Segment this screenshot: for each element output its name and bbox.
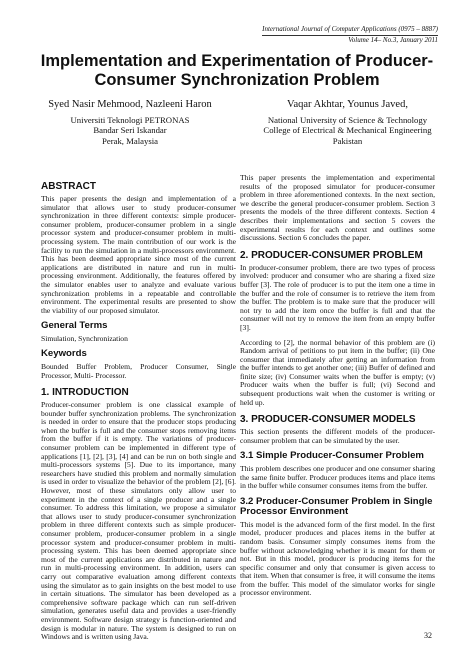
section-2-heading: 2. PRODUCER-CONSUMER PROBLEM [240,249,423,261]
author-names: Vaqar Akhtar, Younus Javed, [287,99,408,110]
general-terms-text: Simulation, Synchronization [41,333,128,343]
section-3-1-text: This problem describes one producer and one consumer sharing the same finite buffer. Producer produces items and place items in the buffer while consumer consumes items from the buffer. [240,463,435,491]
affiliation-line: College of Electrical & Mechanical Engineering [263,125,432,135]
journal-volume: Volume 14– No.3, January 2011 [348,36,438,44]
section-2-paragraph-2: According to [2], the normal behavior of this problem are (i) Random arrival of petitions to put item in the buffer; (ii) One consumer that immediately after getting an information from the buffer intends to get another one; (iii) Buffer of defined and finite size; (iv) Consumer waits when the buffer is empty; (v) Producer waits when the buffer is full; (vi) Second and subsequent productions wait when the customer is writing or held up. [240,337,435,407]
affiliation-line: Pakistan [332,135,363,146]
section-3-2-heading: 3.2 Producer-Consumer Problem in Single Processor Environment [240,495,433,518]
keywords-heading: Keywords [41,348,87,360]
page-number: 32 [424,631,432,640]
general-terms-heading: General Terms [41,320,108,332]
introduction-text: Producer-consumer problem is one classical example of bounder buffer synchronization problems. The synchronization is needed in order to ensure that the producer stops producing when the buffer is full and the consumer stops removing items from the buffer if it is empty. The variations of producer-consumer problem can be implemented in different type of applications [1], [2], [3], [4] and can be run on both single and multi-processors systems [5]. Due to its importance, many researchers have studied this problem and normally simulation is used in order to visualize the behavior of the problem [2], [6]. However, most of these simulators only allow user to experiment in the context of a single producer and a single consumer. To address this limitation, we propose a simulator that allows user to study producer-consumer synchronization problem in three different contexts such as simple producer-consumer problem, producer-consumer problem in a single processor system and producer-consumer problem in multi-processing system. This has been deemed appropriate since most of the current applications are distributed in nature and run in multi-processing environment. In addition, users can carry out comparative evaluation among different contexts using the simulator as to gain insights on the best model to use in certain situations. The simulator has been developed as a comprehensive software package which can run self-driven simulation, generates useful data and provides a user-friendly environment. Software design strategy is function-oriented and design is modular in nature. The system is designed to run on Windows and is written using Java. [41,400,236,642]
left-column [41,174,236,648]
affiliation-line: Universiti Teknologi PETRONAS [70,114,190,125]
section-2-paragraph-1: In producer-consumer problem, there are two types of process involved: producer and consumer who are sharing a fixed size buffer [3]. The role of producer is to put the item one a time in the buffer and the role of consumer is to retrieve the item from the buffer. The problem is to make sure that the producer will not try to add the item once the buffer is full and that the consumer will not try to remove the item from an empty buffer [3]. [240,262,435,332]
author-names: Syed Nasir Mehmood, Nazleeni Haron [48,99,212,110]
section-3-2-text: This model is the advanced form of the first model. In the first model, producer produces and places items in the buffer at random basis. Consumer simply consumes items from the buffer without acknowledging whether it is meant for them or not. But in this model, producer is producing items for the specific consumer and only that consumer is given access to that item. When that consumer is free, it will consume the items from the buffer. This model of the simulator works for single processor environment. [240,519,435,598]
section-3-text: This section presents the different models of the producer-consumer problem that can be simulated by the user. [240,427,435,445]
affiliation-line: National University of Science & Technology [267,114,428,125]
introduction-continued: This paper presents the implementation and experimental results of the proposed simulator for producer-consumer problem in three aforementioned contexts. In the next section, we describe the general producer-consumer problem. Section 3 presents the models of the three different contexts. Section 4 describes their implementations and section 5 covers the experimental results for each context and outlines some discussions. Section 6 concludes the paper. [240,173,435,243]
section-3-1-heading: 3.1 Simple Producer-Consumer Problem [240,450,424,462]
author-block-left [30,100,230,146]
affiliation-line: Bandar Seri Iskandar [93,125,167,135]
affiliation-line: Perak, Malaysia [102,135,158,146]
journal-name: International Journal of Computer Applications (0975 – 8887) [262,25,438,36]
paper-title: Implementation and Experimentation of Producer-Consumer Synchronization Problem [40,52,434,89]
section-3-heading: 3. PRODUCER-CONSUMER MODELS [240,414,416,426]
journal-header [262,25,438,45]
introduction-heading: 1. INTRODUCTION [41,387,129,399]
right-column [240,174,435,604]
abstract-heading: ABSTRACT [41,181,96,192]
abstract-text: This paper presents the design and implementation of a simulator that allows user to study producer-consumer synchronization in three different contexts: simple producer-consumer problem, producer-consumer problem in a single processor system and producer-consumer problem in multi-processing system. The main contribution of our work is the facility to run the simulation in a multi-processors environment. This has been deemed appropriate since most of the current applications are distributed in nature and run in multi-processing environment. Additionally, the features offered by the simulator enables user to analyze and evaluate various synchronization problems in a repeatable and controllable environment. The experimental results are presented to show the viability of our proposed simulator. [41,194,236,315]
keywords-text: Bounded Buffer Problem, Producer Consumer, Single Processor, Multi- Processor. [41,361,236,380]
author-block-right [245,100,450,146]
